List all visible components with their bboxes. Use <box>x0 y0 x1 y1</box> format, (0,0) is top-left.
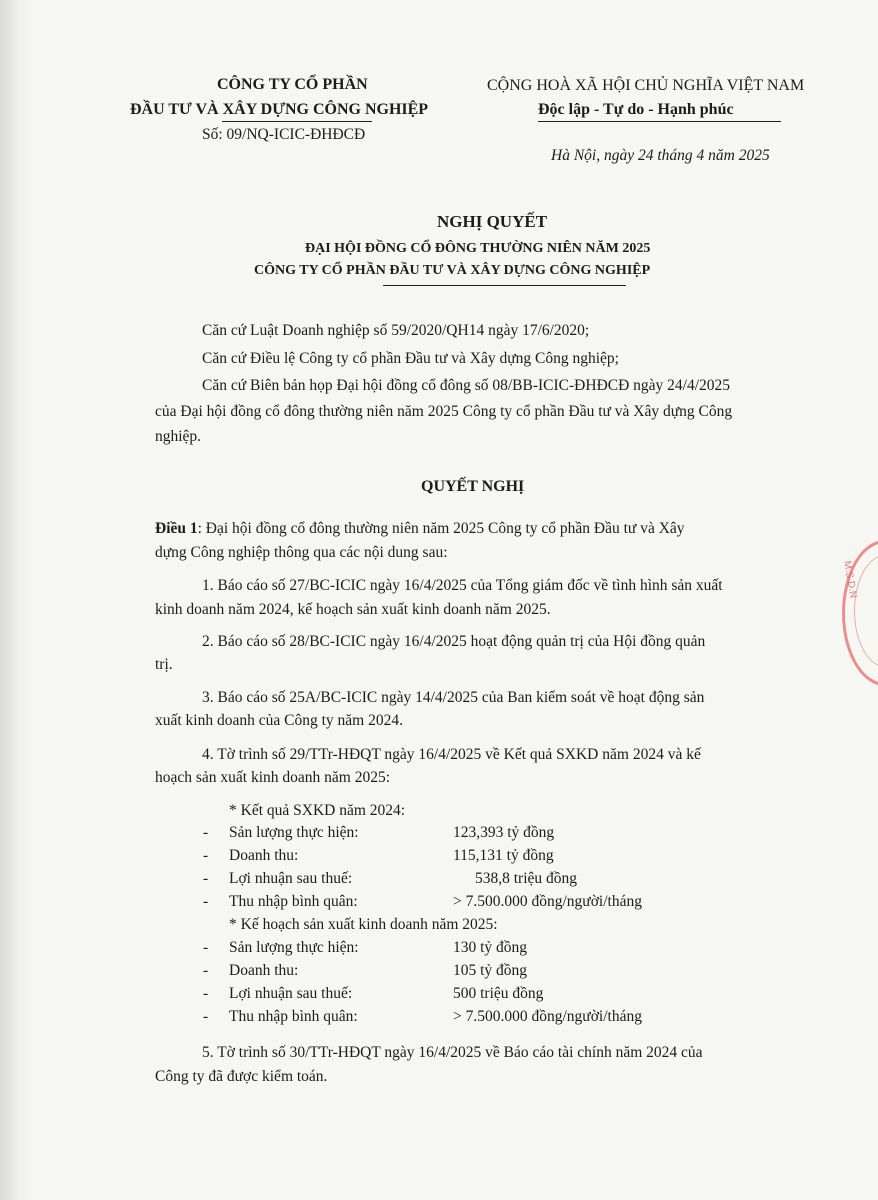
document-title: NGHỊ QUYẾT <box>437 212 548 231</box>
results-row-dash: - <box>203 847 209 864</box>
national-motto: Độc lập - Tự do - Hạnh phúc <box>538 101 734 118</box>
document-subtitle-2: CÔNG TY CỔ PHẦN ĐẦU TƯ VÀ XÂY DỰNG CÔNG NGHIỆP <box>254 263 651 278</box>
results-heading: * Kết quả SXKD năm 2024: <box>229 802 406 819</box>
item-3-line-a: 3. Báo cáo số 25A/BC-ICIC ngày 14/4/2025 của Ban kiểm soát về hoạt động sản <box>202 689 705 706</box>
results-row-dash: - <box>203 893 209 910</box>
results-row-label: Thu nhập bình quân: <box>229 893 358 910</box>
item-1-line-b: kinh doanh năm 2024, kế hoạch sản xuất kinh doanh năm 2025. <box>155 601 551 618</box>
plan-row-dash: - <box>203 962 209 979</box>
plan-row-label: Sản lượng thực hiện: <box>229 939 359 956</box>
basis-line-3b: của Đại hội đồng cổ đông thường niên năm 2025 Công ty cổ phần Đầu tư và Xây dựng Công <box>155 403 733 420</box>
basis-line-3a: Căn cứ Biên bản họp Đại hội đồng cổ đông số 08/BB-ICIC-ĐHĐCĐ ngày 24/4/2025 <box>202 377 731 394</box>
item-4-line-a: 4. Tờ trình số 29/TTr-HĐQT ngày 16/4/2025 về Kết quả SXKD năm 2024 và kế <box>202 746 701 763</box>
article-1-label: Điều 1 <box>155 520 198 537</box>
item-4-line-b: hoạch sản xuất kinh doanh năm 2025: <box>155 769 391 786</box>
scan-edge-shadow <box>0 0 34 1200</box>
article-1-intro-b: dựng Công nghiệp thông qua các nội dung sau: <box>155 544 448 561</box>
article-1-intro-a <box>155 520 685 538</box>
item-5-line-a: 5. Tờ trình số 30/TTr-HĐQT ngày 16/4/2025 về Báo cáo tài chính năm 2024 của <box>202 1044 703 1061</box>
basis-line-3c: nghiệp. <box>155 428 202 445</box>
results-row-value: 123,393 tỷ đồng <box>453 824 555 841</box>
plan-row-label: Thu nhập bình quân: <box>229 1008 358 1025</box>
document-number: Số: 09/NQ-ICIC-ĐHĐCĐ <box>202 126 366 143</box>
plan-row-dash: - <box>203 1008 209 1025</box>
results-row-label: Lợi nhuận sau thuế: <box>229 870 353 887</box>
plan-row-value: 130 tỷ đồng <box>453 939 528 956</box>
results-row-value: > 7.500.000 đồng/người/tháng <box>453 893 642 910</box>
results-row-value: 115,131 tỷ đồng <box>453 847 554 864</box>
plan-row-label: Doanh thu: <box>229 962 299 979</box>
nation-name: CỘNG HOÀ XÃ HỘI CHỦ NGHĨA VIỆT NAM <box>487 77 805 94</box>
company-name-line1: CÔNG TY CỔ PHẦN <box>217 76 368 93</box>
basis-line-1: Căn cứ Luật Doanh nghiệp số 59/2020/QH14 ngày 17/6/2020; <box>202 322 590 339</box>
results-row-dash: - <box>203 870 209 887</box>
item-3-line-b: xuất kinh doanh của Công ty năm 2024. <box>155 712 403 729</box>
title-underline <box>383 285 626 286</box>
item-2-line-a: 2. Báo cáo số 28/BC-ICIC ngày 16/4/2025 hoạt động quản trị của Hội đồng quản <box>202 633 706 650</box>
plan-row-value: 500 triệu đồng <box>453 985 544 1002</box>
company-seal-text: M.S.D.N <box>841 560 859 600</box>
basis-line-2: Căn cứ Điều lệ Công ty cổ phần Đầu tư và Xây dựng Công nghiệp; <box>202 350 619 367</box>
plan-row-dash: - <box>203 939 209 956</box>
item-5-line-b: Công ty đã được kiểm toán. <box>155 1068 328 1085</box>
plan-row-dash: - <box>203 985 209 1002</box>
item-2-line-b: trị. <box>155 656 173 673</box>
plan-row-value: > 7.500.000 đồng/người/tháng <box>453 1008 642 1025</box>
company-underline <box>222 121 372 122</box>
motto-underline <box>538 121 781 122</box>
company-name-line2: ĐẦU TƯ VÀ XÂY DỰNG CÔNG NGHIỆP <box>130 101 429 118</box>
place-and-date: Hà Nội, ngày 24 tháng 4 năm 2025 <box>551 147 770 164</box>
plan-heading: * Kế hoạch sản xuất kinh doanh năm 2025: <box>229 916 498 933</box>
results-row-label: Sản lượng thực hiện: <box>229 824 359 841</box>
results-row-dash: - <box>203 824 209 841</box>
item-1-line-a: 1. Báo cáo số 27/BC-ICIC ngày 16/4/2025 của Tổng giám đốc về tình hình sản xuất <box>202 577 723 594</box>
article-1-intro-text: : Đại hội đồng cổ đông thường niên năm 2025 Công ty cổ phần Đầu tư và Xây <box>197 520 685 537</box>
decision-heading: QUYẾT NGHỊ <box>421 478 525 495</box>
results-row-value: 538,8 triệu đồng <box>475 870 578 887</box>
plan-row-label: Lợi nhuận sau thuế: <box>229 985 353 1002</box>
results-row-label: Doanh thu: <box>229 847 299 864</box>
plan-row-value: 105 tỷ đồng <box>453 962 528 979</box>
document-subtitle-1: ĐẠI HỘI ĐỒNG CỔ ĐÔNG THƯỜNG NIÊN NĂM 2025 <box>305 241 651 256</box>
